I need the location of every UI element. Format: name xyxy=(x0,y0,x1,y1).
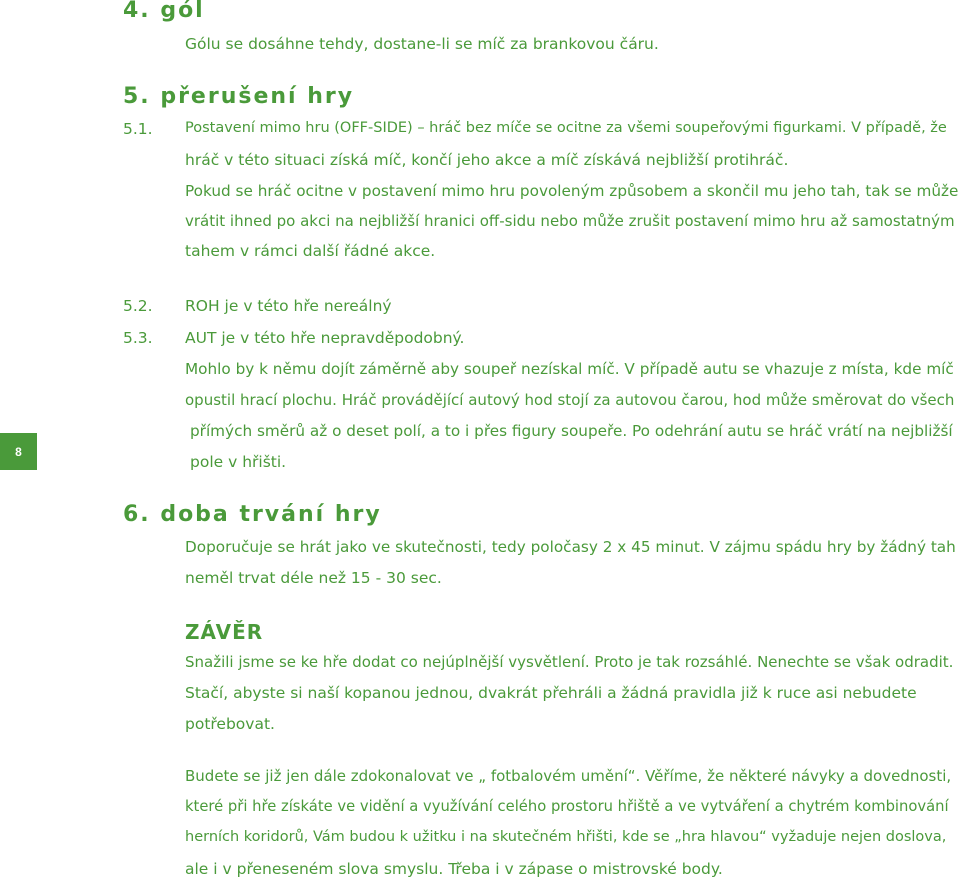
item-5-3-number: 5.3. xyxy=(123,329,153,347)
section-6-line: Doporučuje se hrát jako ve skutečnosti, tedy poločasy 2 x 45 minut. V zájmu spádu hry by žádný tah xyxy=(185,538,956,556)
section-4-text: Gólu se dosáhne tehdy, dostane-li se míč za brankovou čáru. xyxy=(185,35,659,53)
conclusion-line: které při hře získáte ve vidění a využívání celého prostoru hřiště a ve vytváření a chytrém kombinování xyxy=(185,798,949,815)
item-5-1-line: Postavení mimo hru (OFF-SIDE) – hráč bez míče se ocitne za všemi soupeřovými figurkami. V případě, že xyxy=(185,120,947,136)
conclusion-line: Stačí, abyste si naší kopanou jednou, dvakrát přehráli a žádná pravidla již k ruce asi nebudete xyxy=(185,684,917,702)
conclusion-line: herních koridorů, Vám budou k užitku i na skutečném hřišti, kde se „hra hlavou“ vyžaduje nejen doslova, xyxy=(185,829,947,845)
item-5-3-line: AUT je v této hře nepravděpodobný. xyxy=(185,329,465,347)
item-5-3-line: opustil hrací plochu. Hráč provádějící autový hod stojí za autovou čarou, hod může směrovat do všech xyxy=(185,391,955,409)
item-5-3-line: Mohlo by k němu dojít záměrně aby soupeř nezískal míč. V případě autu se vhazuje z místa, kde míč xyxy=(185,360,954,378)
item-5-2-number: 5.2. xyxy=(123,297,153,315)
item-5-1-line: Pokud se hráč ocitne v postavení mimo hru povoleným způsobem a skončil mu jeho tah, tak se může xyxy=(185,182,959,200)
item-5-3-line: přímých směrů až o deset polí, a to i přes figury soupeře. Po odehrání autu se hráč vrátí na nejbližší xyxy=(190,422,953,440)
section-6-heading: 6. doba trvání hry xyxy=(123,502,382,527)
conclusion-line: potřebovat. xyxy=(185,715,275,733)
conclusion-line: ale i v přeneseném slova smyslu. Třeba i v zápase o mistrovské body. xyxy=(185,860,723,878)
item-5-1-number: 5.1. xyxy=(123,120,153,138)
item-5-3-line: pole v hřišti. xyxy=(190,453,287,471)
conclusion-line: Snažili jsme se ke hře dodat co nejúplnější vysvětlení. Proto je tak rozsáhlé. Nenechte se však odradit. xyxy=(185,653,954,671)
section-4-heading: 4. gól xyxy=(123,0,205,23)
section-6-line: neměl trvat déle než 15 - 30 sec. xyxy=(185,569,442,587)
page-number-badge: 8 xyxy=(0,433,37,470)
conclusion-heading: ZÁVĚR xyxy=(185,620,264,644)
item-5-1-line: vrátit ihned po akci na nejbližší hranici off-sidu nebo může zrušit postavení mimo hru až samostatným xyxy=(185,212,955,230)
item-5-1-line: tahem v rámci další řádné akce. xyxy=(185,242,436,260)
item-5-1-line: hráč v této situaci získá míč, končí jeho akce a míč získává nejbližší protihráč. xyxy=(185,151,789,169)
conclusion-line: Budete se již jen dále zdokonalovat ve „ fotbalovém umění“. Věříme, že některé návyky a dovednosti, xyxy=(185,767,952,785)
section-5-heading: 5. přerušení hry xyxy=(123,84,355,109)
item-5-2-text: ROH je v této hře nereálný xyxy=(185,297,392,315)
